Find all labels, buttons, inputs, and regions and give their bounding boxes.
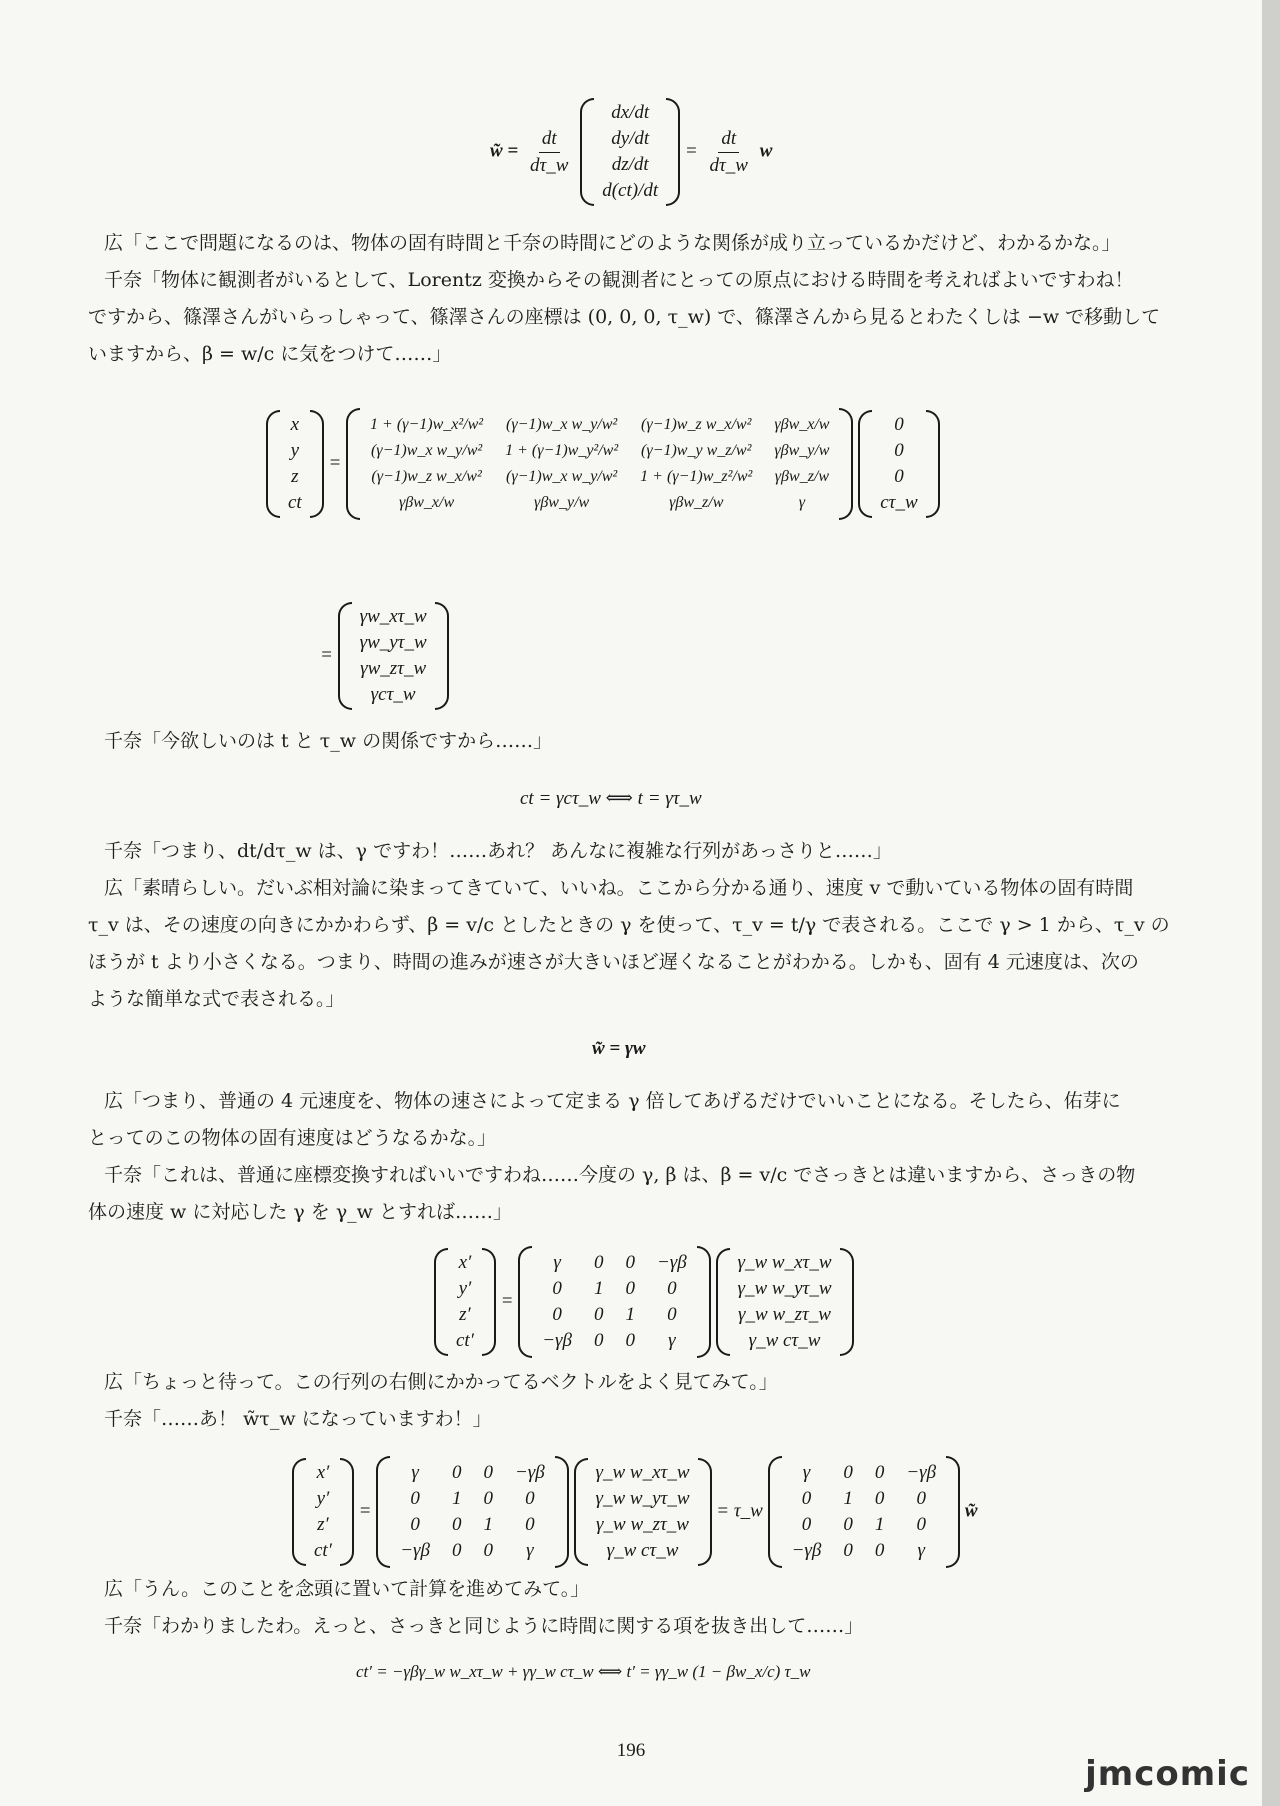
matrix-cell: 1 + (γ−1)w_x²/w² xyxy=(370,416,484,433)
matrix-cell: γ xyxy=(802,1462,811,1483)
matrix-cell: (γ−1)w_z w_x/w² xyxy=(371,468,482,485)
page-number: 196 xyxy=(616,1740,646,1761)
vector-entry: 0 xyxy=(894,414,904,435)
vector-entry: γ_w cτ_w xyxy=(606,1540,679,1561)
matrix-cell: 0 xyxy=(625,1278,635,1299)
matrix-cell: 0 xyxy=(593,1304,604,1325)
dialogue-line: 千奈「今欲しいのは t と τ_w の関係ですから……」 xyxy=(104,730,553,752)
dialogue-line: ですから、篠澤さんがいらっしゃって、篠澤さんの座標は (0, 0, 0, τ_w) で、篠澤さんから見るとわたくしは −w で移動して xyxy=(88,306,1161,328)
matrix-cell: 0 xyxy=(625,1330,635,1351)
matrix-cell: 0 xyxy=(593,1252,604,1273)
matrix-cell: γβw_y/w xyxy=(774,442,830,459)
lorentz-matrix xyxy=(782,1456,947,1568)
vector-entry: γcτ_w xyxy=(370,684,416,705)
matrix-cell: 0 xyxy=(483,1540,493,1561)
dialogue-line: 体の速度 w に対応した γ を γ_w とすれば……」 xyxy=(88,1201,512,1223)
dialogue-line: 広「ちょっと待って。この行列の右側にかかってるベクトルをよく見てみて。」 xyxy=(104,1371,778,1393)
dialogue-line: τ_v は、その速度の向きにかかわらず、β = v/c としたときの γ を使って、τ_v = t/γ で表される。ここで γ > 1 から、τ_v の xyxy=(88,914,1170,936)
matrix-cell: −γβ xyxy=(791,1540,822,1561)
matrix-cell: 0 xyxy=(625,1252,635,1273)
matrix-cell: 0 xyxy=(525,1514,535,1535)
vector-entry: z′ xyxy=(459,1304,471,1325)
matrix-cell: (γ−1)w_y w_z/w² xyxy=(641,442,752,459)
equation-general-boost: x y z ct = 1 + (γ−1)w_x²/w² (γ−1)w_x w_y/w² (γ−1)w_z w_x/w² γβw_x/w (γ−1)w_x w_y/w² 1 + (γ−1)w_y²/w² (γ−1)w_y w_z/w² γβw_y/w (γ−1)w_z w_x/w² (γ−1)w_x w_y/w² 1 + (γ−1)w_z²/w² γβw_z/w γβw_x/w γβw_y/w γβw_z/w γ 0 0 0 cτ_w xyxy=(266,408,940,520)
vector-entry: γ_w w_yτ_w xyxy=(737,1278,832,1299)
matrix-cell: γ xyxy=(917,1540,925,1561)
matrix-cell: 1 xyxy=(874,1514,885,1535)
vector-entry: y′ xyxy=(316,1488,330,1509)
matrix-cell: −γβ xyxy=(514,1462,545,1483)
matrix-cell: γβw_y/w xyxy=(534,494,590,511)
vector-entry: dz/dt xyxy=(611,154,649,175)
matrix-cell: 0 xyxy=(552,1278,562,1299)
velocity-vector xyxy=(594,98,666,206)
vector-entry: 0 xyxy=(894,466,904,487)
scan-edge xyxy=(1262,0,1280,1806)
equation-gamma-w: w̃ = γw xyxy=(592,1038,646,1059)
vector-entry: ct′ xyxy=(314,1540,332,1561)
matrix-cell: γβw_z/w xyxy=(669,494,724,511)
vector-entry: z′ xyxy=(317,1514,329,1535)
vector-entry: γ_w w_zτ_w xyxy=(738,1304,831,1325)
dialogue-line: 広「ここで問題になるのは、物体の固有時間と千奈の時間にどのような関係が成り立っているかだけど、わかるかな。」 xyxy=(104,232,1121,254)
equation-time-relation: ct = γcτ_w ⟺ t = γτ_w xyxy=(520,788,702,809)
vector-entry: dy/dt xyxy=(611,128,650,149)
matrix-cell: 1 xyxy=(843,1488,853,1509)
dialogue-line: いますから、β = w/c に気をつけて……」 xyxy=(88,343,452,365)
equation-lorentz-factored: x′ y′ z′ ct′ = γ 0 0 −γβ 0 1 0 0 0 0 1 0 −γβ 0 0 γ γ_w w_xτ_w γ_w w_yτ_w γ_w w_zτ_w γ_w cτ_w = τ_w γ 0 0 −γβ 0 1 0 0 0 0 1 0 −γβ 0 0 γ w̃ xyxy=(292,1456,978,1568)
matrix-cell: 0 xyxy=(451,1462,462,1483)
dialogue-line: 広「素晴らしい。だいぶ相対論に染まってきていて、いいね。ここから分かる通り、速度 v で動いている物体の固有時間 xyxy=(104,877,1134,899)
matrix-cell: γ xyxy=(553,1252,561,1273)
matrix-cell: 0 xyxy=(525,1488,535,1509)
matrix-cell: 0 xyxy=(451,1514,462,1535)
vector-entry: x′ xyxy=(316,1462,330,1483)
matrix-cell: 0 xyxy=(874,1540,885,1561)
matrix-cell: (γ−1)w_z w_x/w² xyxy=(641,416,752,433)
watermark-logo: jmcomic xyxy=(1085,1754,1250,1794)
matrix-cell: 0 xyxy=(451,1540,462,1561)
vector-entry: y′ xyxy=(458,1278,472,1299)
matrix-cell: 0 xyxy=(801,1514,812,1535)
vector-entry: 0 xyxy=(894,440,904,461)
dialogue-line: 千奈「これは、普通に座標変換すればいいですわね……今度の γ, β は、β = v/c でさっきとは違いますから、さっきの物 xyxy=(104,1164,1136,1186)
matrix-cell: 1 + (γ−1)w_z²/w² xyxy=(640,468,753,485)
vector-entry: γ_w w_zτ_w xyxy=(596,1514,689,1535)
matrix-cell: 0 xyxy=(801,1488,812,1509)
matrix-cell: γβw_x/w xyxy=(774,416,830,433)
vector-entry: y xyxy=(290,440,300,461)
vector-entry: γw_zτ_w xyxy=(360,658,427,679)
matrix-cell: γβw_z/w xyxy=(774,468,830,485)
matrix-cell: −γβ xyxy=(400,1540,430,1561)
matrix-cell: γ xyxy=(526,1540,534,1561)
vector-entry: x′ xyxy=(458,1252,472,1273)
matrix-cell: 0 xyxy=(916,1514,926,1535)
lorentz-matrix xyxy=(390,1456,555,1568)
vector-entry: γ_w w_xτ_w xyxy=(595,1462,690,1483)
matrix-cell: (γ−1)w_x w_y/w² xyxy=(506,416,618,433)
vector-entry: z xyxy=(291,466,299,487)
equation-proper-velocity: w̃ = $\frac{dt}{d\tau\_w}$ dx/dt dy/dt dz/dt d(ct)/dt = $\frac{dt}{d\tau\_w}$ w xyxy=(490,98,772,206)
equation-boost-result: = γw_xτ_w γw_yτ_w γw_zτ_w γcτ_w xyxy=(320,602,449,710)
vector-entry: γw_yτ_w xyxy=(359,632,427,653)
matrix-cell: 0 xyxy=(667,1304,677,1325)
matrix-cell: 1 xyxy=(593,1278,604,1299)
matrix-cell: 0 xyxy=(483,1462,493,1483)
matrix-cell: 0 xyxy=(874,1488,885,1509)
dialogue-line: 千奈「……あ！ w̃τ_w になっていますわ！」 xyxy=(104,1408,492,1430)
matrix-cell: 1 + (γ−1)w_y²/w² xyxy=(505,442,619,459)
vector-entry: cτ_w xyxy=(880,492,918,513)
matrix-cell: −γβ xyxy=(906,1462,937,1483)
vector-entry: ct xyxy=(288,492,302,513)
dialogue-line: 広「うん。このことを念頭に置いて計算を進めてみて。」 xyxy=(104,1578,590,1600)
lorentz-matrix xyxy=(532,1246,697,1358)
matrix-cell: 1 xyxy=(483,1514,493,1535)
matrix-cell: 0 xyxy=(483,1488,493,1509)
matrix-cell: −γβ xyxy=(542,1330,572,1351)
vector-entry: γ_w w_yτ_w xyxy=(595,1488,690,1509)
matrix-cell: 0 xyxy=(874,1462,885,1483)
dialogue-line: ような簡単な式で表される。」 xyxy=(88,988,345,1010)
matrix-cell: 0 xyxy=(552,1304,562,1325)
matrix-cell: 0 xyxy=(410,1488,420,1509)
boost-matrix xyxy=(360,408,839,520)
dialogue-line: 千奈「つまり、dt/dτ_w は、γ ですわ！……あれ？ あんなに複雑な行列があっさりと……」 xyxy=(104,840,892,862)
matrix-cell: γ xyxy=(668,1330,676,1351)
matrix-cell: γ xyxy=(411,1462,419,1483)
matrix-cell: 0 xyxy=(410,1514,420,1535)
matrix-cell: 1 xyxy=(451,1488,462,1509)
dialogue-line: 千奈「わかりましたわ。えっと、さっきと同じように時間に関する項を抜き出して……」 xyxy=(104,1615,864,1637)
dialogue-line: ほうが t より小さくなる。つまり、時間の進みが速さが大きいほど遅くなることがわかる。しかも、固有 4 元速度は、次の xyxy=(88,951,1139,973)
matrix-cell: γβw_x/w xyxy=(398,494,455,511)
matrix-cell: 0 xyxy=(843,1514,853,1535)
matrix-cell: (γ−1)w_x w_y/w² xyxy=(370,442,483,459)
matrix-cell: 0 xyxy=(843,1540,853,1561)
vector-entry: dx/dt xyxy=(611,102,650,123)
vector-entry: γ_w cτ_w xyxy=(748,1330,821,1351)
matrix-cell: γ xyxy=(798,494,806,511)
vector-entry: γ_w w_xτ_w xyxy=(737,1252,832,1273)
matrix-cell: 0 xyxy=(916,1488,926,1509)
equation-lorentz-transform: x′ y′ z′ ct′ = γ 0 0 −γβ 0 1 0 0 0 0 1 0 −γβ 0 0 γ γ_w w_xτ_w γ_w w_yτ_w γ_w w_zτ_w γ_w cτ_w xyxy=(434,1246,854,1358)
dialogue-line: 千奈「物体に観測者がいるとして、Lorentz 変換からその観測者にとっての原点における時間を考えればよいですわね！ xyxy=(104,269,1134,291)
matrix-cell: −γβ xyxy=(656,1252,687,1273)
vector-entry: d(ct)/dt xyxy=(602,180,659,201)
vector-entry: x xyxy=(290,414,300,435)
dialogue-line: とってのこの物体の固有速度はどうなるかな。」 xyxy=(88,1127,497,1149)
matrix-cell: 0 xyxy=(843,1462,853,1483)
matrix-cell: (γ−1)w_x w_y/w² xyxy=(506,468,618,485)
matrix-cell: 1 xyxy=(625,1304,635,1325)
equation-time-dilation: ct′ = −γβγ_w w_xτ_w + γγ_w cτ_w ⟺ t′ = γγ_w (1 − βw_x/c) τ_w xyxy=(356,1662,811,1681)
dialogue-line: 広「つまり、普通の 4 元速度を、物体の速さによって定まる γ 倍してあげるだけでいいことになる。そしたら、佑芽に xyxy=(104,1090,1121,1112)
matrix-cell: 0 xyxy=(593,1330,604,1351)
vector-entry: ct′ xyxy=(456,1330,474,1351)
matrix-cell: 0 xyxy=(667,1278,677,1299)
vector-entry: γw_xτ_w xyxy=(359,606,427,627)
